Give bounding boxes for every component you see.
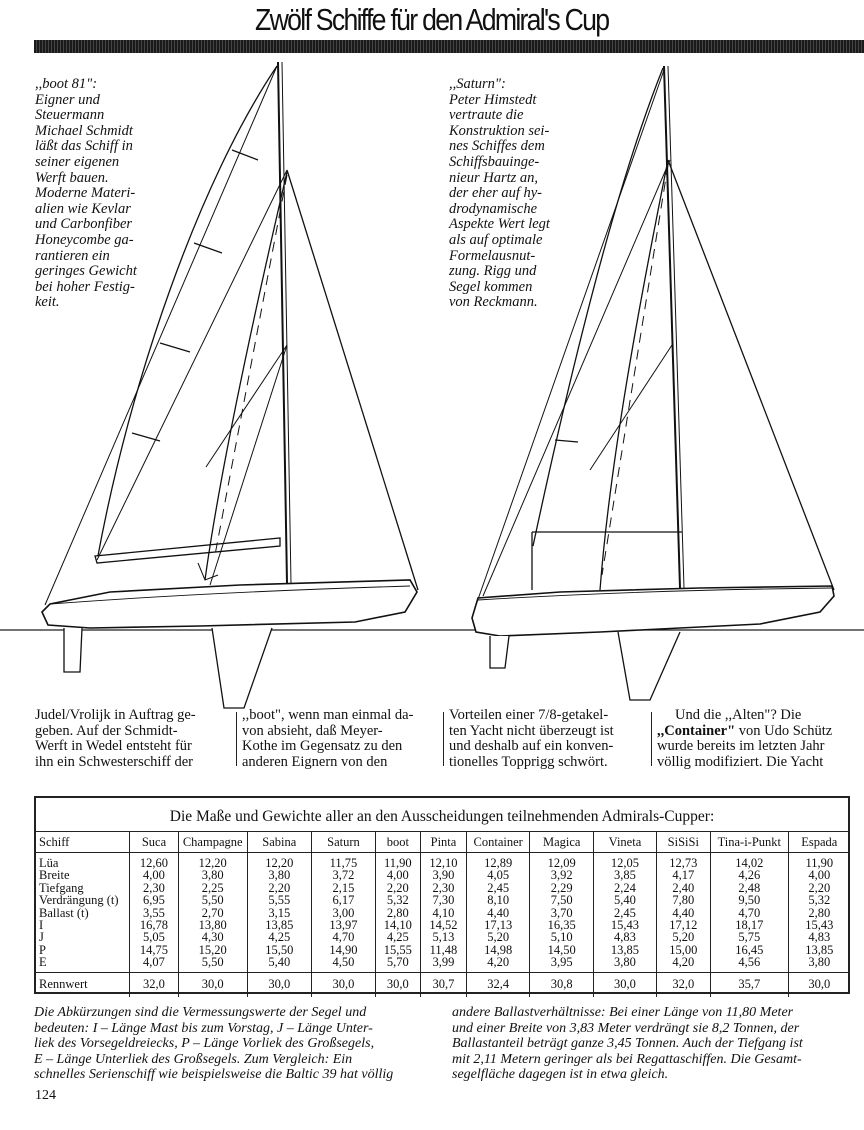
table-cell: 4,25 — [247, 931, 311, 943]
table-cell: 12,20 — [247, 853, 311, 870]
table-cell: 5,75 — [711, 931, 789, 943]
table-cell: 3,70 — [530, 907, 594, 919]
body-column-4-text: von Udo Schütz wurde bereits im letzten Jahr völlig modifiziert. Die Yacht — [657, 722, 833, 770]
table-cell: 3,90 — [420, 869, 467, 881]
measurements-table — [34, 831, 850, 997]
table-cell: 11,90 — [788, 853, 850, 870]
table-cell: 3,55 — [130, 907, 179, 919]
table-cell: 8,10 — [467, 894, 530, 906]
table-cell: 15,00 — [656, 944, 710, 956]
title-rule — [34, 40, 864, 53]
table-cell: 35,7 — [711, 972, 789, 997]
table-cell: 30,0 — [247, 972, 311, 997]
table-header-ship: Container — [467, 832, 530, 853]
table-row — [34, 853, 850, 870]
table-cell: 4,83 — [594, 931, 656, 943]
table-cell: 3,80 — [788, 956, 850, 972]
table-cell: 3,72 — [311, 869, 375, 881]
column-divider — [651, 712, 652, 766]
table-cell: 15,50 — [247, 944, 311, 956]
table-row — [34, 894, 850, 906]
table-cell: 14,02 — [711, 853, 789, 870]
table-cell: 14,98 — [467, 944, 530, 956]
table-cell: 12,10 — [420, 853, 467, 870]
page-title: Zwölf Schiffe für den Admiral's Cup — [255, 2, 609, 37]
table-cell: 5,50 — [178, 956, 247, 972]
table-cell: 30,0 — [311, 972, 375, 997]
table-cell: 4,10 — [420, 907, 467, 919]
saturn-mast — [664, 66, 680, 588]
table-cell: 2,20 — [376, 882, 421, 894]
table-cell: 5,70 — [376, 956, 421, 972]
table-cell: 4,00 — [130, 869, 179, 881]
row-label: P — [39, 942, 46, 957]
table-header-row — [34, 832, 850, 853]
caption-saturn: ,,Saturn": Peter Himstedt vertraute die Konstruktion sei- nes Schiffes dem Schiffsbauinge- nieur Hartz an, der eher auf hy- drodynamische Aspekte Wert legt als auf optimale Formelausnut- zung. Rigg und Segel kommen von Reckmann. — [449, 76, 550, 311]
table-cell: 3,92 — [530, 869, 594, 881]
table-cell: 7,50 — [530, 894, 594, 906]
table-header-ship: Tina-i-Punkt — [711, 832, 789, 853]
table-cell: 6,17 — [311, 894, 375, 906]
table-cell: 5,20 — [467, 931, 530, 943]
table-cell: 12,60 — [130, 853, 179, 870]
table-cell: 4,05 — [467, 869, 530, 881]
table-cell: 17,13 — [467, 919, 530, 931]
saturn-keel — [618, 632, 680, 700]
table-cell: 3,80 — [178, 869, 247, 881]
boot-81-boom — [95, 538, 280, 563]
table-cell: 2,30 — [420, 882, 467, 894]
table-cell: 3,15 — [247, 907, 311, 919]
table-cell: 6,95 — [130, 894, 179, 906]
table-cell: 13,85 — [594, 944, 656, 956]
table-cell: 3,80 — [247, 869, 311, 881]
row-label: Ballast (t) — [39, 905, 89, 920]
table-cell: 4,26 — [711, 869, 789, 881]
body-column-4-intro: Und die ,,Alten"? Die — [675, 707, 802, 723]
row-label: Rennwert — [34, 972, 130, 997]
table-header-ship: Sabina — [247, 832, 311, 853]
table-cell: 5,40 — [247, 956, 311, 972]
body-column-3: Vorteilen einer 7/8-getakel- ten Yacht nicht überzeugt ist und deshalb auf ein konven- tionelles Topprigg schwört. — [449, 707, 614, 770]
boot-81-rudder — [64, 628, 82, 672]
table-cell: 2,48 — [711, 882, 789, 894]
table-cell: 2,40 — [656, 882, 710, 894]
table-cell: 32,0 — [130, 972, 179, 997]
table-cell: 3,95 — [530, 956, 594, 972]
boot-81-headsail — [205, 172, 287, 580]
body-column-4 — [657, 708, 850, 770]
table-header-ship: boot — [376, 832, 421, 853]
saturn-hull — [472, 586, 834, 636]
table-cell: 16,45 — [711, 944, 789, 956]
table-header-ship: SiSiSi — [656, 832, 710, 853]
table-cell: 12,89 — [467, 853, 530, 870]
rennwert-row — [34, 972, 850, 997]
table-cell: 4,00 — [788, 869, 850, 881]
table-cell: 5,55 — [247, 894, 311, 906]
table-cell: 14,90 — [311, 944, 375, 956]
table-cell: 18,17 — [711, 919, 789, 931]
table-cell: 5,10 — [530, 931, 594, 943]
table-cell: 12,09 — [530, 853, 594, 870]
table-header-corner: Schiff — [34, 832, 130, 853]
table-cell: 4,56 — [711, 956, 789, 972]
body-column-2: ,,boot", wenn man einmal da- von absieht, daß Meyer- Kothe im Gegensatz zu den anderen Eignern von den — [242, 707, 414, 770]
boot-81-forestay — [287, 170, 418, 590]
table-cell: 11,48 — [420, 944, 467, 956]
table-cell: 2,25 — [178, 882, 247, 894]
table-cell: 12,05 — [594, 853, 656, 870]
row-label: Tiefgang — [39, 880, 84, 895]
row-label: J — [39, 930, 44, 945]
footnote-left: Die Abkürzungen sind die Vermessungswerte der Segel und bedeuten: I – Länge Mast bis zum Vorstag, J – Länge Unter- liek des Vorsegeldreiecks, P – Länge Vorliek des Großsegels, E – Länge Unterliek des Großsegels. Zum Vergleich: Ein schnelles Serienschiff wie beispielsweise die Baltic 39 hat völlig — [34, 1005, 394, 1082]
table-cell: 32,0 — [656, 972, 710, 997]
table-cell: 2,30 — [130, 882, 179, 894]
table-cell: 30,0 — [594, 972, 656, 997]
table-title: Die Maße und Gewichte aller an den Ausscheidungen teilnehmenden Admirals-Cupper: — [169, 808, 715, 825]
container-name: ,,Container" — [657, 722, 736, 739]
table-cell: 12,20 — [178, 853, 247, 870]
table-cell: 4,00 — [376, 869, 421, 881]
table-cell: 14,75 — [130, 944, 179, 956]
page-number: 124 — [35, 1088, 56, 1103]
table-header-ship: Pinta — [420, 832, 467, 853]
table-cell: 7,30 — [420, 894, 467, 906]
table-row — [34, 869, 850, 881]
table-cell: 15,43 — [788, 919, 850, 931]
table-cell: 4,70 — [311, 931, 375, 943]
table-cell: 3,99 — [420, 956, 467, 972]
table-cell: 2,24 — [594, 882, 656, 894]
table-cell: 2,15 — [311, 882, 375, 894]
boot-81-keel — [212, 628, 272, 708]
table-cell: 17,12 — [656, 919, 710, 931]
table-cell: 4,20 — [656, 956, 710, 972]
table-cell: 3,80 — [594, 956, 656, 972]
table-cell: 4,83 — [788, 931, 850, 943]
table-cell: 2,20 — [247, 882, 311, 894]
table-cell: 4,30 — [178, 931, 247, 943]
table-cell: 14,50 — [530, 944, 594, 956]
row-label: Lüa — [39, 856, 59, 870]
table-header-ship: Champagne — [178, 832, 247, 853]
table-cell: 13,97 — [311, 919, 375, 931]
table-cell: 13,80 — [178, 919, 247, 931]
row-label: I — [39, 918, 44, 933]
footnote-right: andere Ballastverhältnisse: Bei einer Länge von 11,80 Meter und einer Breite von 3,83 Meter verdrängt sie 8,2 Tonnen, der Ballastanteil beträgt ganze 3,45 Tonnen. Auch der Tiefgang ist mit 2,11 Metern geringer als bei Regattaschiffen. Die Gesamt- segelfläche dagegen ist in etwa gleich. — [452, 1005, 803, 1082]
table-cell: 5,32 — [376, 894, 421, 906]
table-cell: 14,52 — [420, 919, 467, 931]
table-cell: 4,50 — [311, 956, 375, 972]
table-cell: 16,78 — [130, 919, 179, 931]
table-cell: 2,20 — [788, 882, 850, 894]
table-cell: 16,35 — [530, 919, 594, 931]
table-row — [34, 956, 850, 972]
table-row — [34, 931, 850, 943]
table-cell: 15,55 — [376, 944, 421, 956]
table-header-ship: Magica — [530, 832, 594, 853]
table-cell: 2,80 — [788, 907, 850, 919]
table-cell: 4,40 — [656, 907, 710, 919]
table-cell: 3,85 — [594, 869, 656, 881]
table-header-ship: Saturn — [311, 832, 375, 853]
table-cell: 13,85 — [247, 919, 311, 931]
table-cell: 13,85 — [788, 944, 850, 956]
table-cell: 30,0 — [788, 972, 850, 997]
table-cell: 5,50 — [178, 894, 247, 906]
row-label: Verdrängung (t) — [39, 893, 119, 908]
table-cell: 5,40 — [594, 894, 656, 906]
table-cell: 30,0 — [178, 972, 247, 997]
table-cell: 5,20 — [656, 931, 710, 943]
table-cell: 12,73 — [656, 853, 710, 870]
table-header-ship: Vineta — [594, 832, 656, 853]
column-divider — [443, 712, 444, 766]
table-cell: 3,00 — [311, 907, 375, 919]
table-cell: 5,13 — [420, 931, 467, 943]
table-cell: 30,7 — [420, 972, 467, 997]
table-cell: 4,40 — [467, 907, 530, 919]
table-cell: 32,4 — [467, 972, 530, 997]
saturn-rudder — [490, 636, 509, 668]
table-cell: 4,17 — [656, 869, 710, 881]
table-cell: 15,20 — [178, 944, 247, 956]
saturn-forestay — [668, 160, 834, 590]
table-cell: 2,45 — [467, 882, 530, 894]
table-header-ship: Espada — [788, 832, 850, 853]
table-cell: 30,8 — [530, 972, 594, 997]
table-cell: 4,20 — [467, 956, 530, 972]
table-cell: 30,0 — [376, 972, 421, 997]
table-cell: 4,07 — [130, 956, 179, 972]
table-cell: 4,25 — [376, 931, 421, 943]
boot-81-mast — [278, 62, 287, 583]
table-cell: 11,75 — [311, 853, 375, 870]
table-cell: 15,43 — [594, 919, 656, 931]
table-cell: 4,70 — [711, 907, 789, 919]
row-label: E — [39, 955, 47, 970]
table-cell: 5,32 — [788, 894, 850, 906]
table-cell: 14,10 — [376, 919, 421, 931]
column-divider — [236, 712, 237, 766]
caption-boot-81: ,,boot 81": Eigner und Steuermann Michael Schmidt läßt das Schiff in seiner eigenen Werft bauen. Moderne Materi- alien wie Kevlar und Carbonfiber Honeycombe ga- rantieren ein geringes Gewicht bei hoher Festig- keit. — [35, 76, 137, 311]
table-cell: 11,90 — [376, 853, 421, 870]
table-cell: 2,80 — [376, 907, 421, 919]
table-header-ship: Suca — [130, 832, 179, 853]
row-label: Breite — [39, 868, 70, 883]
table-cell: 2,45 — [594, 907, 656, 919]
table-cell: 2,70 — [178, 907, 247, 919]
table-cell: 5,05 — [130, 931, 179, 943]
table-cell: 9,50 — [711, 894, 789, 906]
body-column-1: Judel/Vrolijk in Auftrag ge- geben. Auf der Schmidt- Werft in Wedel entsteht für ihn ein Schwesterschiff der — [35, 707, 196, 770]
table-cell: 7,80 — [656, 894, 710, 906]
table-cell: 2,29 — [530, 882, 594, 894]
